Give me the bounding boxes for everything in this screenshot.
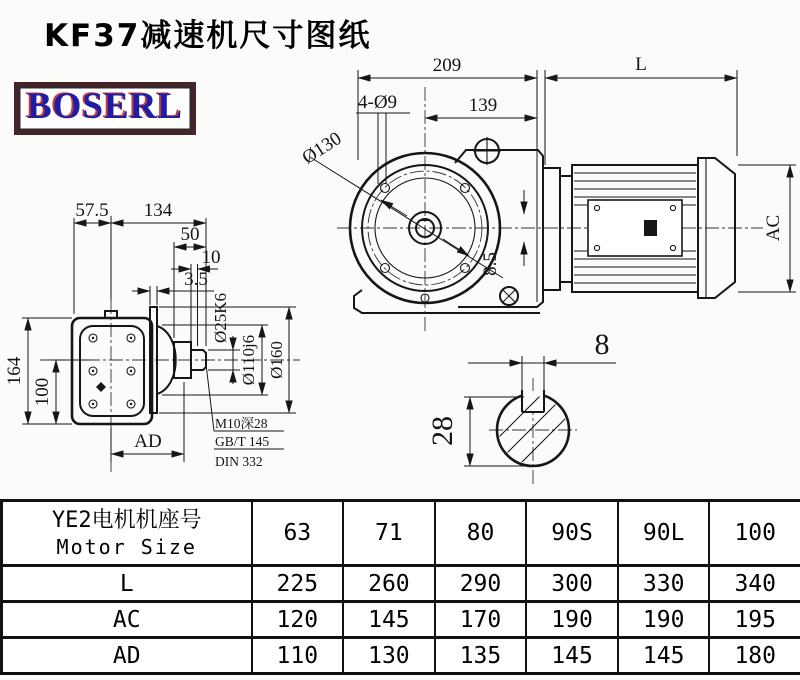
- size-80: 80: [435, 501, 527, 566]
- size-90S: 90S: [526, 501, 618, 566]
- dim-139: [425, 95, 537, 118]
- dim-L: [545, 54, 737, 165]
- side-bolts: [89, 334, 135, 408]
- row-label-AD: AD: [2, 638, 252, 674]
- AD-63: 110: [252, 638, 344, 674]
- note-tap: M10深28: [215, 416, 268, 431]
- dim-AC-label: AC: [763, 214, 784, 242]
- table-row-L: [2, 566, 800, 602]
- page-title: KF37减速机尺寸图纸: [44, 18, 372, 54]
- dim-57p5-label: 57.5: [75, 200, 109, 221]
- dim-8p5-label: 8.5: [480, 252, 501, 276]
- AC-80: 170: [435, 602, 527, 638]
- motor-size-header: [2, 501, 252, 566]
- AD-90S: 145: [526, 638, 618, 674]
- dim-209-label: 209: [432, 55, 462, 76]
- dim-3p5-label: 3.5: [184, 269, 208, 290]
- dim-d160-label: Ø160: [267, 341, 286, 379]
- size-71: 71: [343, 501, 435, 566]
- note-din332: DIN 332: [215, 454, 263, 469]
- boserl-logo: [14, 82, 196, 135]
- shaft-detail: [489, 378, 577, 484]
- note-gbt145: GB/T 145: [215, 434, 270, 449]
- size-90L: 90L: [618, 501, 710, 566]
- AD-100: 180: [709, 638, 800, 674]
- L-90S: 300: [526, 566, 618, 602]
- L-90L: 330: [618, 566, 710, 602]
- dim-10-label: 10: [201, 247, 221, 268]
- dim-d130-label: Ø130: [298, 128, 346, 169]
- dim-AC: [738, 165, 796, 292]
- dim-100-label: 100: [32, 377, 53, 407]
- dim-d110j6-label: Ø110j6: [239, 334, 258, 386]
- dim-d25k6-label: Ø25K6: [211, 292, 230, 344]
- AD-90L: 145: [618, 638, 710, 674]
- AC-90S: 190: [526, 602, 618, 638]
- L-63: 225: [252, 566, 344, 602]
- L-71: 260: [343, 566, 435, 602]
- motor-size-header-en: Motor Size: [56, 534, 197, 559]
- dim-8-label: 8: [594, 328, 610, 361]
- dim-28-label: 28: [426, 416, 459, 446]
- dimension-table: [0, 499, 800, 675]
- AC-100: 195: [709, 602, 800, 638]
- AD-71: 130: [343, 638, 435, 674]
- row-label-AC: AC: [2, 602, 252, 638]
- dim-key-width: [468, 328, 616, 392]
- dim-L-label: L: [635, 54, 647, 75]
- motor-size-header-cn: YE2电机机座号: [51, 508, 202, 534]
- AC-90L: 190: [618, 602, 710, 638]
- dim-100: [32, 360, 92, 424]
- size-100: 100: [709, 501, 800, 566]
- logo-text: BOSERL: [27, 86, 184, 127]
- size-63: 63: [252, 501, 344, 566]
- dim-139-label: 139: [468, 95, 498, 116]
- dim-slot-depth: [480, 190, 524, 276]
- row-label-L: L: [2, 566, 252, 602]
- dim-4d9-label: 4-Ø9: [358, 92, 398, 113]
- L-80: 290: [435, 566, 527, 602]
- dim-134-label: 134: [143, 200, 173, 221]
- dim-3p5: [132, 269, 214, 305]
- AD-80: 135: [435, 638, 527, 674]
- dim-164-label: 164: [4, 356, 25, 386]
- table-header-row: [2, 501, 800, 566]
- dim-50-label: 50: [180, 224, 200, 245]
- table-row-AD: [2, 638, 800, 674]
- dim-AD-label: AD: [134, 431, 162, 452]
- front-view: [337, 87, 763, 333]
- dim-164: [4, 318, 72, 424]
- table-row-AC: [2, 602, 800, 638]
- AC-63: 120: [252, 602, 344, 638]
- AC-71: 145: [343, 602, 435, 638]
- L-100: 340: [709, 566, 800, 602]
